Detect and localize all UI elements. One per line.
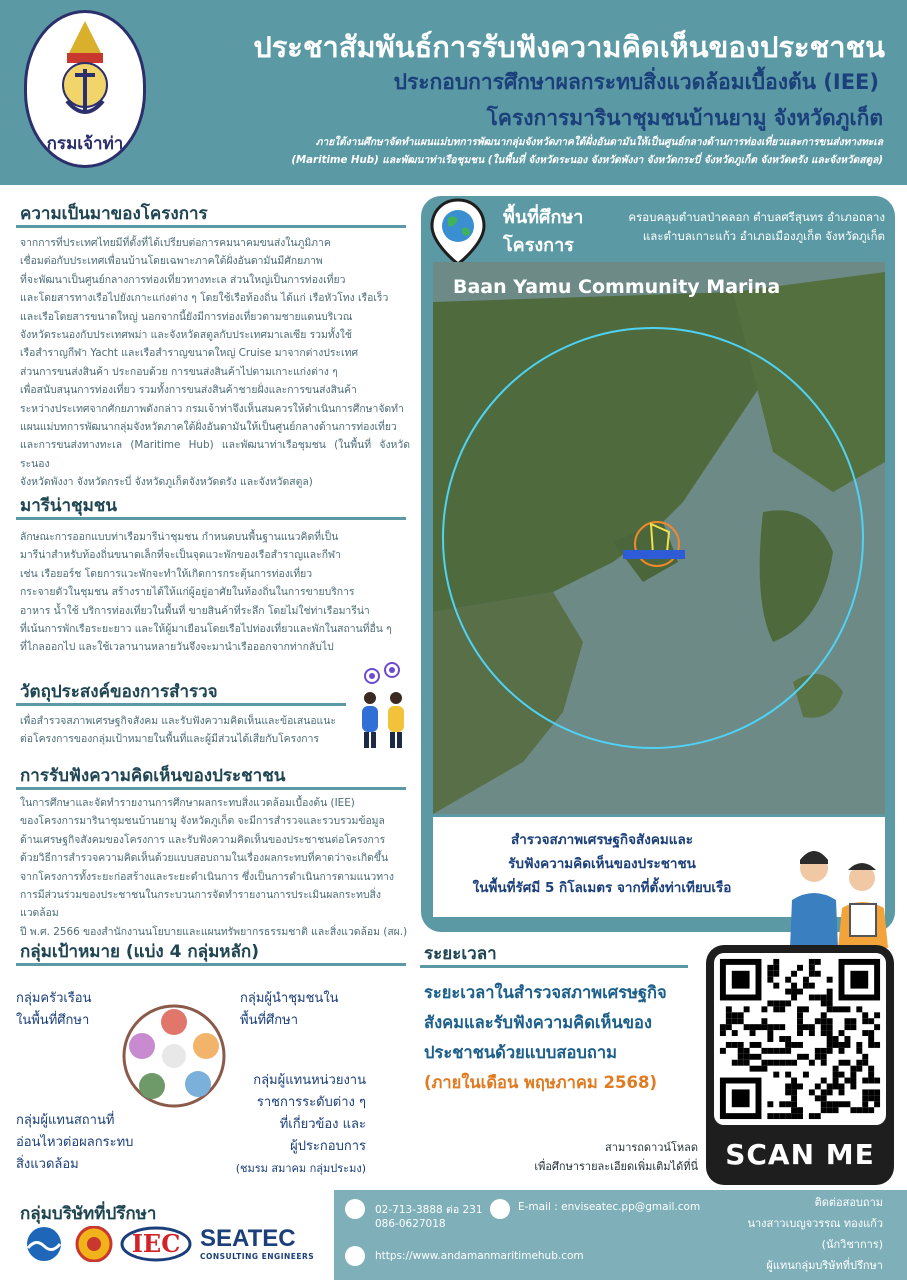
globe-pin-icon bbox=[428, 198, 488, 268]
hearing-line: จากโครงการทั้งระยะก่อสร้างและระยะดำเนินการ ซึ่งเป็นการดำเนินการตามแนวทาง bbox=[20, 870, 395, 883]
target-group-line: ในพื้นที่ศึกษา bbox=[16, 1013, 90, 1028]
target-group-line: กลุ่มผู้แทนสถานที่ bbox=[16, 1113, 115, 1128]
footer-contact-person: ติดต่อสอบถาม นางสาวเบญจวรรณ ทองแก้ว (นักวิชาการ) ผู้แทนกลุ่มบริษัทที่ปรึกษา bbox=[747, 1196, 883, 1272]
target-group-agencies bbox=[222, 1070, 366, 1180]
divider bbox=[16, 225, 406, 228]
main-title: ประชาสัมพันธ์การรับฟังความคิดเห็นของประชาชน bbox=[253, 30, 885, 64]
target-group-line: ราชการระดับต่าง ๆ bbox=[256, 1095, 366, 1110]
phone-icon bbox=[345, 1199, 365, 1219]
timing-month: (ภายในเดือน พฤษภาคม 2568) bbox=[424, 1073, 657, 1092]
background-line: เรือสำราญกีฬา Yacht และเรือสำราญขนาดใหญ่ Cruise มาจากต่างประเทศ bbox=[20, 347, 359, 360]
footer-phone[interactable]: 02-713-3888 ต่อ 231 bbox=[375, 1204, 483, 1216]
download-note: สามารถดาวน์โหลด เพื่อศึกษารายละเอียดเพิ่มเติมได้ที่นี่ bbox=[534, 1141, 698, 1173]
sub-title-iee: ประกอบการศึกษาผลกระทบสิ่งแวดล้อมเบื้องต้น (IEE) bbox=[393, 70, 879, 94]
study-area-description: ครอบคลุมตำบลป่าคลอก ตำบลศรีสุนทร อำเภอถลาง และตำบลเกาะแก้ว อำเภอเมืองภูเก็ต จังหวัดภูเก็ต bbox=[628, 210, 885, 243]
objective-heading: วัตถุประสงค์ของการสำรวจ bbox=[20, 682, 218, 702]
target-groups-heading: กลุ่มเป้าหมาย (แบ่ง 4 กลุ่มหลัก) bbox=[20, 942, 259, 962]
header-subtitle: ภายใต้งานศึกษาจัดทำแผนแม่บทการพัฒนากลุ่มจังหวัดภาคใต้ฝั่งอันดามันให้เป็นศูนย์กลางด้านการท่องเที่ยวและการขนส่งทางทะเล (Maritime Hub) และพัฒนาท่าเรือชุมชน (ในพื้นที่ จังหวัดระนอง จังหวัดพังงา จังหวัดกระบี่ จังหวัดภูเก็ต จังหวัดตรัง และจังหวัดสตูล) bbox=[291, 137, 883, 166]
divider bbox=[420, 965, 688, 968]
divider bbox=[16, 703, 346, 706]
target-group-line: ที่เกี่ยวข้อง และ bbox=[279, 1117, 366, 1132]
background-line: แผนแม่บทการพัฒนากลุ่มจังหวัดภาคใต้ฝั่งอันดามันให้เป็นศูนย์กลางด้านการท่องเที่ยว bbox=[20, 421, 397, 434]
background-heading: ความเป็นมาของโครงการ bbox=[20, 204, 208, 224]
background-body bbox=[20, 234, 410, 492]
hearing-line: การมีส่วนร่วมของประชาชนในกระบวนการจัดทำรายงานการประเมินผลกระทบสิ่งแวดล้อม bbox=[20, 889, 381, 920]
divider bbox=[16, 517, 406, 520]
target-group-line: ผู้ประกอบการ bbox=[290, 1139, 366, 1154]
background-line: และการขนส่งทางทะเล (Maritime Hub) และพัฒนาท่าเรือชุมชน (ในพื้นที่ จังหวัดระนอง bbox=[20, 439, 410, 470]
survey-people-icon bbox=[352, 662, 412, 750]
consultants-heading: กลุ่มบริษัทที่ปรึกษา bbox=[20, 1204, 157, 1224]
target-group-line: พื้นที่ศึกษา bbox=[240, 1013, 299, 1028]
logo-text: กรมเจ้าท่า bbox=[46, 134, 124, 154]
background-line: ที่จะพัฒนาเป็นศูนย์กลางการท่องเที่ยวทางทะเล ส่วนใหญ่เป็นการท่องเที่ยว bbox=[20, 273, 346, 286]
target-groups-circle-icon bbox=[118, 1000, 230, 1112]
hearing-body bbox=[20, 794, 410, 941]
background-line: ส่วนการขนส่งสินค้า ประกอบด้วย การขนส่งสินค้าไปตามเกาะแก่งต่าง ๆ bbox=[20, 365, 338, 378]
study-area-title: พื้นที่ศึกษา โครงการ bbox=[503, 207, 584, 256]
timing-body: ระยะเวลาในสำรวจสภาพเศรษฐกิจ สังคมและรับฟังความคิดเห็นของ ประชาชนด้วยแบบสอบถาม (ภายในเดือน พฤษภาคม 2568) bbox=[424, 978, 667, 1098]
project-title: โครงการมารินาชุมชนบ้านยามู จังหวัดภูเก็ต bbox=[486, 106, 883, 130]
satellite-map bbox=[433, 262, 885, 814]
background-line: และโดยสารทางเรือไปยังเกาะแก่งต่าง ๆ โดยใช้เรือท้องถิ่น ได้แก่ เรือหัวโทง เรือเร็ว bbox=[20, 292, 389, 305]
marine-department-logo bbox=[24, 10, 146, 168]
map-label: Baan Yamu Community Marina bbox=[453, 276, 781, 298]
target-group-community-leaders bbox=[240, 988, 339, 1032]
target-group-sensitive-places bbox=[16, 1110, 133, 1176]
marina-line: ที่ไกลออกไป และใช้เวลานานหลายวันจึงจะมานำเรือออกจากท่ากลับไป bbox=[20, 641, 334, 654]
background-line: เชื่อมต่อกับประเทศเพื่อนบ้านโดยเฉพาะภาคใต้ฝั่งอันดามันมีศักยภาพ bbox=[20, 255, 323, 268]
marina-body bbox=[20, 528, 410, 657]
divider bbox=[16, 787, 406, 790]
target-group-line: อ่อนไหวต่อผลกระทบ bbox=[16, 1135, 134, 1150]
target-group-line: (ชมรม สมาคม กลุ่มประมง) bbox=[235, 1162, 366, 1175]
map-graphic bbox=[433, 262, 885, 814]
hearing-line: ด้านเศรษฐกิจสังคมของโครงการ และรับฟังความคิดเห็นของประชาชนต่อโครงการ bbox=[20, 833, 386, 846]
objective-line: ต่อโครงการของกลุ่มเป้าหมายในพื้นที่และผู้มีส่วนได้เสียกับโครงการ bbox=[20, 733, 319, 746]
qr-code-icon bbox=[714, 953, 886, 1125]
wave-company-logo bbox=[20, 1226, 68, 1262]
hearing-line: ของโครงการมารินาชุมชนบ้านยามู จังหวัดภูเก็ต จะมีการสำรวจและรวบรวมข้อมูล bbox=[20, 815, 385, 828]
marina-line: มารีน่าสำหรับท้องถิ่นขนาดเล็กที่จะเป็นจุดแวะพักของเรือสำราญและกีฬา bbox=[20, 549, 341, 562]
marina-line: ลักษณะการออกแบบท่าเรือมารีน่าชุมชน กำหนดบนพื้นฐานแนวคิดที่เป็น bbox=[20, 531, 339, 543]
marina-heading: มารีน่าชุมชน bbox=[20, 496, 117, 516]
target-group-line: กลุ่มครัวเรือน bbox=[16, 991, 92, 1006]
qr-code[interactable] bbox=[714, 953, 886, 1125]
marina-line: กระจายตัวในชุมชน สร้างรายได้ให้แก่ผู้อยู่อาศัยในท้องถิ่นในการขายบริการ bbox=[20, 586, 355, 599]
timing-heading: ระยะเวลา bbox=[424, 944, 497, 964]
hearing-line: ด้วยวิธีการสำรวจความคิดเห็นด้วยแบบสอบถามในเรื่องผลกระทบที่คาดว่าจะเกิดขึ้น bbox=[20, 852, 389, 865]
target-group-households bbox=[16, 988, 92, 1032]
target-group-line: กลุ่มผู้แทนหน่วยงาน bbox=[253, 1073, 366, 1088]
interview-people-icon bbox=[776, 838, 896, 948]
hearing-line: ในการศึกษาและจัดทำรายงานการศึกษาผลกระทบสิ่งแวดล้อมเบื้องต้น (IEE) bbox=[20, 797, 355, 809]
emblem-company-logo bbox=[74, 1226, 114, 1262]
objective-line: เพื่อสำรวจสภาพเศรษฐกิจสังคม และรับฟังความคิดเห็นและข้อเสนอแนะ bbox=[20, 715, 336, 727]
seatec-logo: SEATEC CONSULTING ENGINEERS bbox=[200, 1225, 315, 1261]
marina-line: เช่น เรือยอร์ช โดยการแวะพักจะทำให้เกิดการกระตุ้นการท่องเที่ยว bbox=[20, 567, 313, 580]
background-line: จากการที่ประเทศไทยมีที่ตั้งที่ได้เปรียบต่อการคมนาคมขนส่งในภูมิภาค bbox=[20, 237, 331, 249]
globe-icon bbox=[345, 1246, 365, 1266]
divider bbox=[16, 963, 406, 966]
scan-me-label: SCAN ME bbox=[725, 1138, 875, 1171]
objective-body bbox=[20, 712, 370, 749]
email-icon bbox=[490, 1199, 510, 1219]
background-line: เพื่อสนับสนุนการท่องเที่ยว รวมทั้งการขนส่งสินค้าชายฝั่งและการขนส่งสินค้า bbox=[20, 384, 357, 397]
footer-mobile[interactable]: 086-0627018 bbox=[375, 1218, 446, 1230]
target-group-line: สิ่งแวดล้อม bbox=[16, 1157, 79, 1172]
iec-text: IEC bbox=[131, 1229, 181, 1258]
background-line: ระหว่างประเทศจากศักยภาพดังกล่าว กรมเจ้าท่าจึงเห็นสมควรให้ดำเนินการศึกษาจัดทำ bbox=[20, 402, 404, 415]
marina-line: อาหาร น้ำใช้ บริการท่องเที่ยวในพื้นที่ ขายสินค้าที่ระลึก โดยไม่ใช่ท่าเรือมารีน่า bbox=[20, 604, 370, 617]
target-group-line: กลุ่มผู้นำชุมชนใน bbox=[240, 991, 339, 1006]
survey-radius-text: สำรวจสภาพเศรษฐกิจสังคมและ รับฟังความคิดเห็นของประชาชน ในพื้นที่รัศมี 5 กิโลเมตร จากที่ตั้งท่าเทียบเรือ bbox=[472, 832, 732, 896]
marina-line: ที่เน้นการพักเรือระยะยาว และให้ผู้มาเยือนโดยเรือไปท่องเที่ยวและพักในสถานที่อื่น ๆ bbox=[20, 623, 392, 636]
footer-email[interactable]: E-mail : enviseatec.pp@gmail.com bbox=[518, 1201, 701, 1213]
background-line: จังหวัดระนองกับประเทศพม่า และจังหวัดสตูลกับประเทศมาเลเซีย รวมทั้งใช้ bbox=[20, 329, 352, 342]
footer-website[interactable]: https://www.andamanmaritimehub.com bbox=[375, 1250, 584, 1262]
hearing-heading: การรับฟังความคิดเห็นของประชาชน bbox=[20, 766, 286, 786]
background-line: และเรือโดยสารขนาดใหญ่ นอกจากนี้ยังมีการท่องเที่ยวตามชายแดนบริเวณ bbox=[20, 310, 353, 323]
hearing-line: ปี พ.ศ. 2566 ของสำนักงานนโยบายและแผนทรัพยากรธรรมชาติ และสิ่งแวดล้อม (สผ.) bbox=[20, 925, 408, 938]
background-line: จังหวัดพังงา จังหวัดกระบี่ จังหวัดภูเก็ตจังหวัดตรัง และจังหวัดสตูล) bbox=[20, 476, 313, 489]
iec-logo bbox=[120, 1226, 192, 1262]
